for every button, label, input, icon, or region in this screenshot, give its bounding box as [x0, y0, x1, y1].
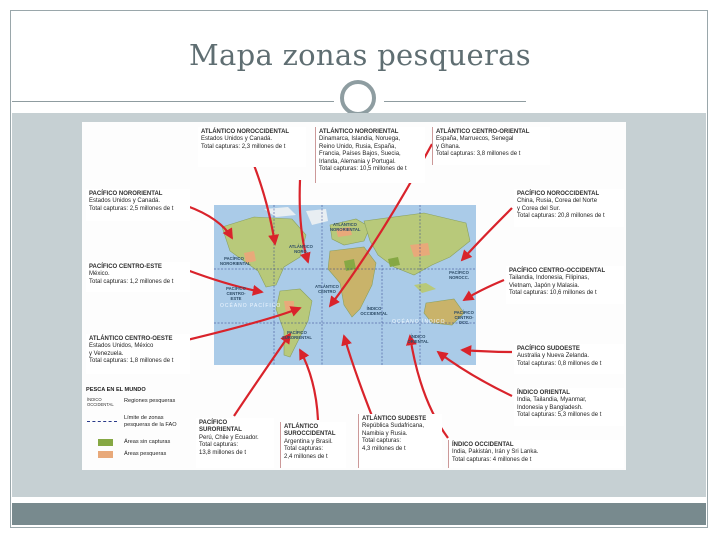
legend-row-fao-limit: Límite de zonas pesqueras de la FAO — [86, 415, 190, 431]
box-indico-occidental: ÍNDICO OCCIDENTAL India, Pakistán, Irán y Sri Lanka. Total capturas: 4 millones de t — [448, 440, 624, 468]
box-atl-centro-oriental: ATLÁNTICO CENTRO-ORIENTAL España, Marruecos, Senegal y Ghana. Total capturas: 3,8 millones de t — [432, 127, 550, 165]
box-atl-nororiental: ATLÁNTICO NORORIENTAL Dinamarca, Islandia, Noruega, Reino Unido, Rusia, España, Francia, Países Bajos, Suecia, Irlanda, Alemania y Portugal. Total capturas: 10,5 millones de t — [315, 127, 425, 183]
fishing-swatch — [98, 451, 113, 458]
map-label-pac-suroriental: PACÍFICO SURORIENTAL — [282, 330, 312, 340]
box-atl-centro-oeste: ATLÁNTICO CENTRO-OESTE Estados Unidos, México y Venezuela. Total capturas: 1,8 millones de t — [86, 334, 190, 374]
map-label-indico-occidental: ÍNDICO OCCIDENTAL — [360, 306, 388, 316]
map-label-pac-nororiental: PACÍFICO NORORIENTAL — [220, 256, 251, 266]
map-label-atl-nororiental: ATLÁNTICO NORORIENTAL — [330, 222, 361, 232]
box-pac-noroccidental: PACÍFICO NOROCCIDENTAL China, Rusia, Corea del Norte y Corea del Sur. Total capturas: 20,8 millones de t — [514, 189, 624, 227]
box-pac-suroriental: PACÍFICO SURORIENTAL Perú, Chile y Ecuador. Total capturas: 13,8 millones de t — [196, 418, 274, 468]
box-pac-centro-este: PACÍFICO CENTRO-ESTE México. Total capturas: 1,2 millones de t — [86, 262, 190, 292]
box-atl-noroccidental: ATLÁNTICO NOROCCIDENTAL Estados Unidos y Canadá. Total capturas: 2,3 millones de t — [198, 127, 306, 167]
fao-limit-swatch — [87, 421, 117, 422]
box-atl-sudeste: ATLÁNTICO SUDESTE República Sudafricana, Namibia y Rusia. Total capturas: 4,3 millones de t — [358, 414, 442, 468]
legend-row-regions: ÍNDICO OCCIDENTAL Regiones pesqueras — [87, 397, 176, 407]
map-label-atl-noroccidental: ATLÁNTICO NORO. — [289, 244, 313, 254]
ocean-label-pacific: OCÉANO PACÍFICO — [220, 303, 282, 309]
map-label-pac-centro-occ: PACÍFICO CENTRO-OCC. — [454, 310, 474, 325]
box-pac-centro-occidental: PACÍFICO CENTRO-OCCIDENTAL Tailandia, Indonesia, Filipinas, Vietnam, Japón y Malasia. Total capturas: 10,6 millones de t — [506, 266, 624, 304]
box-pac-nororiental: PACÍFICO NORORIENTAL Estados Unidos y Canadá. Total capturas: 2,5 millones de t — [86, 189, 190, 221]
box-pac-sudoeste: PACÍFICO SUDOESTE Australia y Nueva Zelanda. Total capturas: 0,8 millones de t — [514, 344, 624, 374]
ocean-label-indico: OCÉANO ÍNDICO — [392, 319, 446, 325]
map-label-pac-centro-este: PACÍFICO CENTRO-ESTE — [226, 286, 246, 301]
map-legend: PESCA EN EL MUNDO ÍNDICO OCCIDENTAL Regiones pesqueras Límite de zonas pesqueras de la FAO Áreas sin capturas Áreas pesqueras — [86, 387, 190, 467]
box-atl-suroccidental: ATLÁNTICO SUROCCIDENTAL Argentina y Brasil. Total capturas: 2,4 millones de t — [280, 422, 346, 468]
map-label-pac-noroccidental: PACÍFICO NOROCC. — [449, 270, 469, 280]
box-indico-oriental: ÍNDICO ORIENTAL India, Tailandia, Myanmar, Indonesia y Bangladesh. Total capturas: 5,3 millones de t — [514, 388, 624, 426]
map-label-atl-centro: ATLÁNTICO CENTRO — [315, 284, 339, 294]
slide-title: Mapa zonas pesqueras — [189, 38, 531, 72]
legend-row-no-catch: Áreas sin capturas — [86, 439, 190, 448]
no-catch-swatch — [98, 439, 113, 446]
map-label-indico-oriental: ÍNDICO ORIENTAL — [407, 334, 429, 344]
legend-row-fishing: Áreas pesqueras — [86, 451, 190, 460]
